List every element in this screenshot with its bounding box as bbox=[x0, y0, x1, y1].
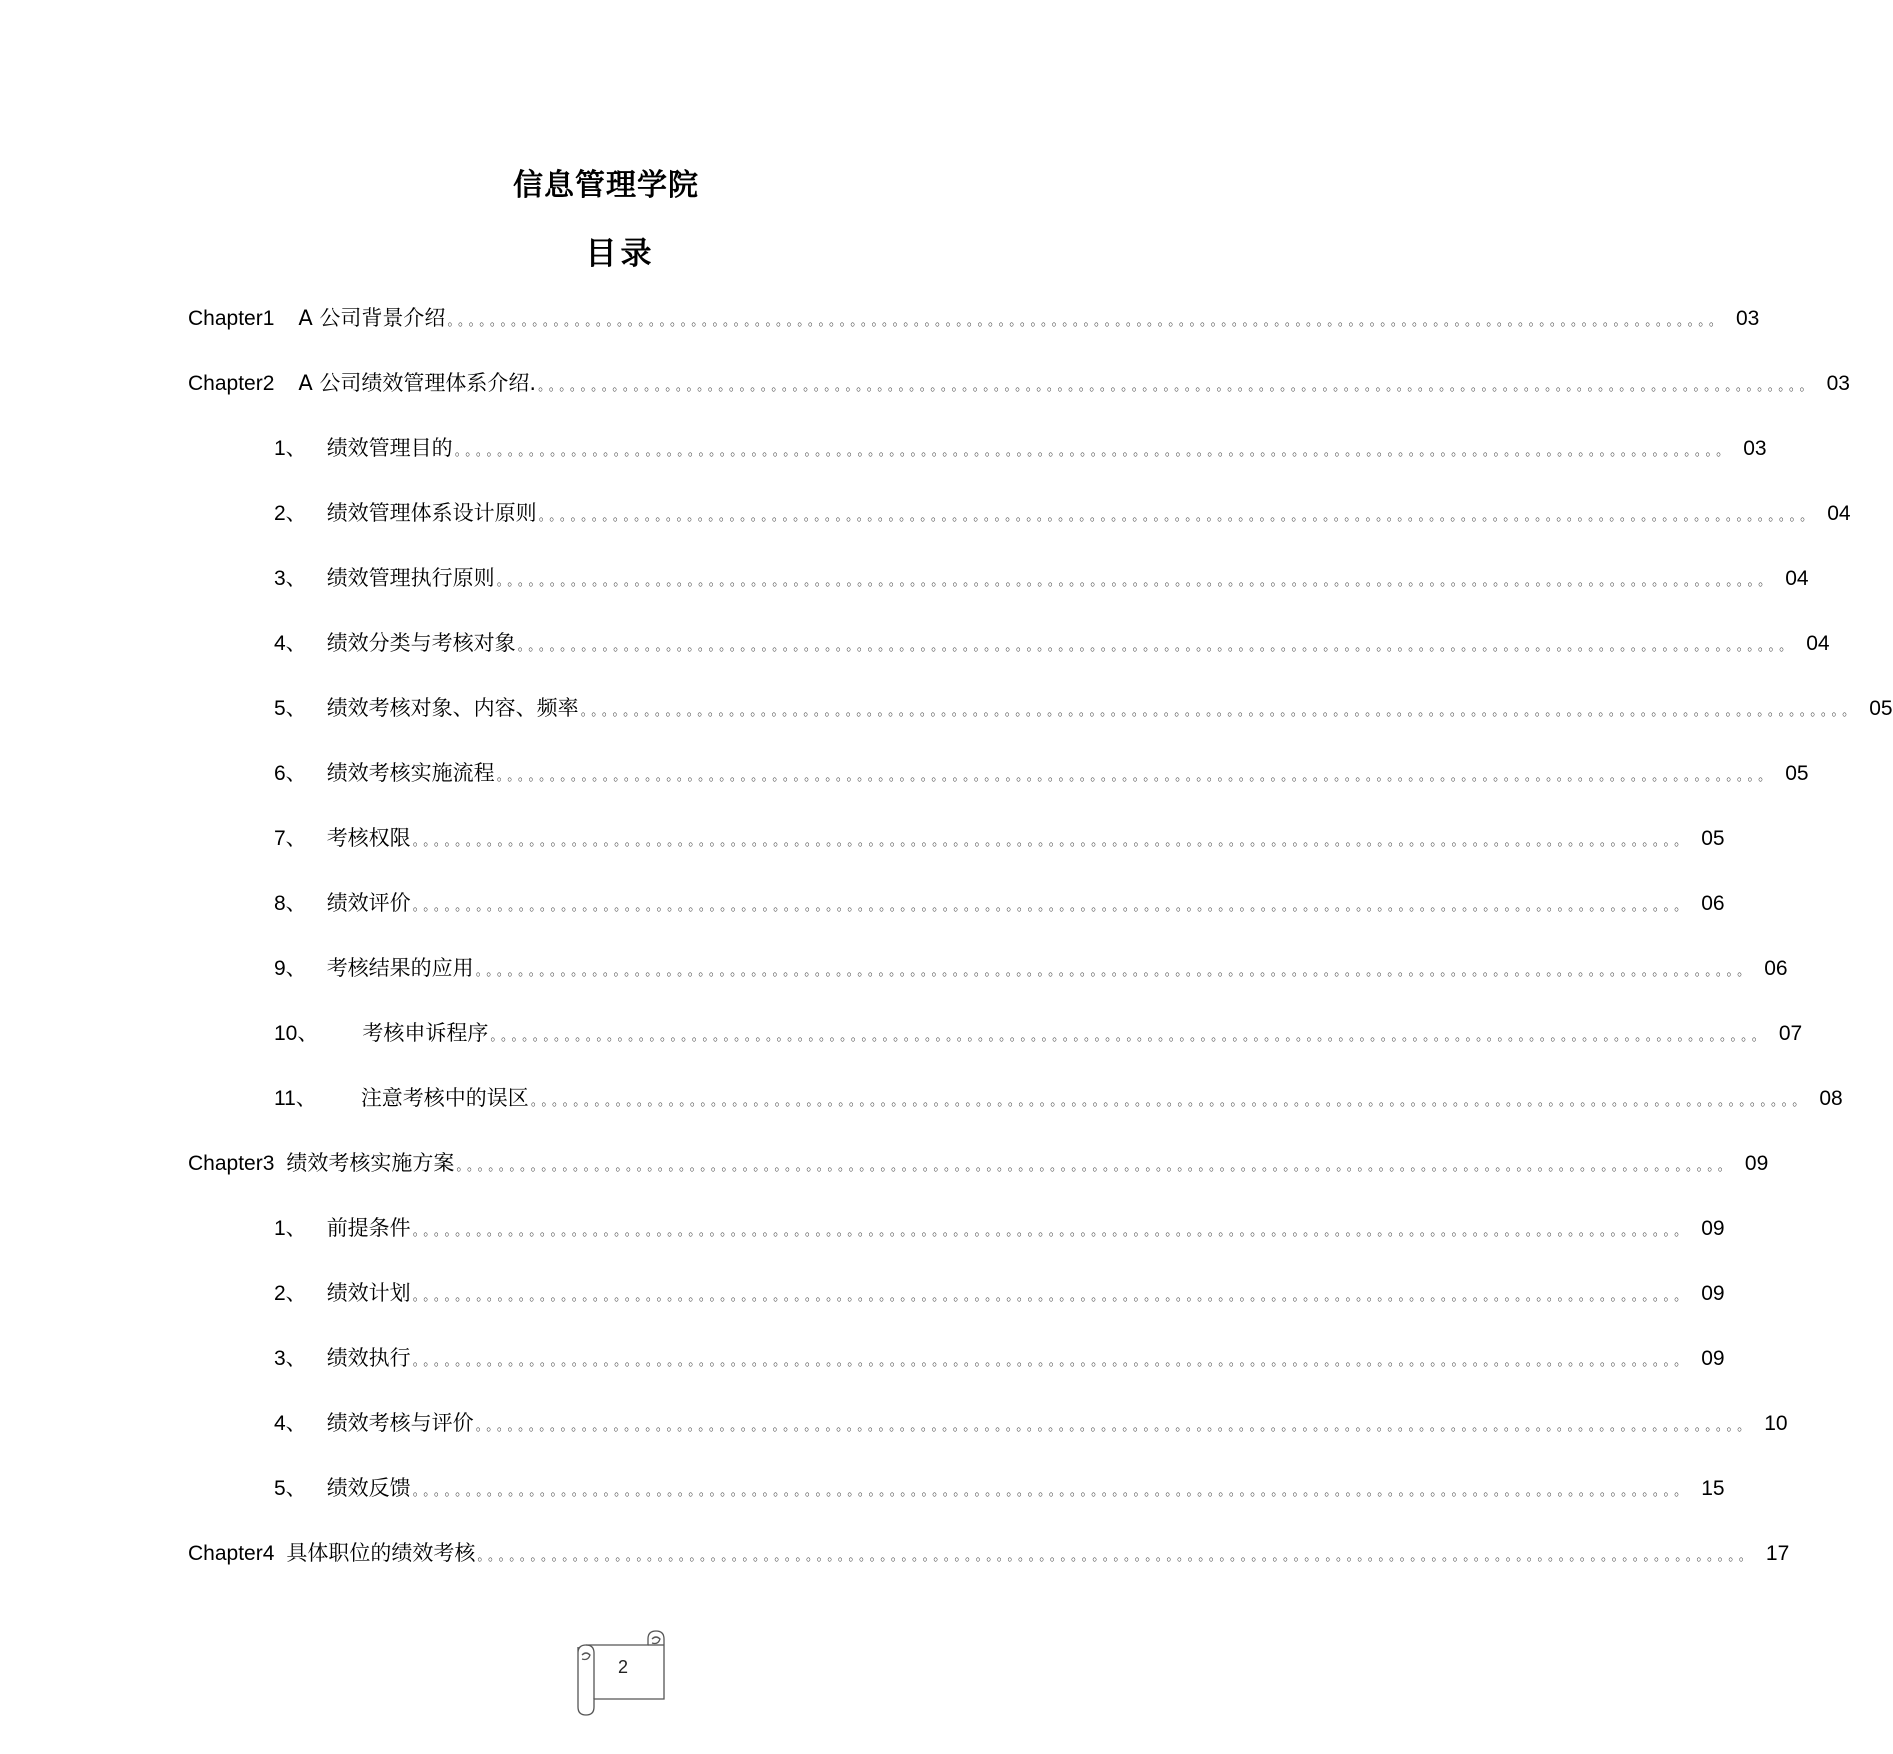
toc-entry-title: 考核权限 bbox=[326, 826, 411, 850]
toc-entry-title: 绩效考核实施方案 bbox=[286, 1151, 455, 1175]
toc-entry[interactable] bbox=[188, 1143, 1769, 1183]
toc-entry-number: 1、 bbox=[274, 437, 307, 460]
toc-entry[interactable] bbox=[274, 818, 1725, 858]
toc-dot-leader: 。。。。。。。。。。。。。。。。。。。。。。。。。。。。。。。。。。。。。。。。。。。。。。。。。。。。。。。。。。。。。。。。。。。。。。。。。。。。。。。。。。。。。。。。。。。。。。。。。。。。。。。。。。。。。。。。。。。。。。。。 bbox=[412, 899, 1692, 914]
toc-entry-title: 前提条件 bbox=[326, 1216, 411, 1240]
toc-dot-leader: 。。。。。。。。。。。。。。。。。。。。。。。。。。。。。。。。。。。。。。。。。。。。。。。。。。。。。。。。。。。。。。。。。。。。。。。。。。。。。。。。。。。。。。。。。。。。。。。。。。。。。。。。。。。。。。。。。。。。。。。。 bbox=[490, 1029, 1769, 1044]
toc-entry-page: 03 bbox=[1826, 372, 1850, 395]
toc-entry-title: A 公司背景介绍 bbox=[298, 306, 446, 330]
toc-entry-number: 11、 bbox=[274, 1087, 317, 1110]
toc-entry[interactable] bbox=[274, 558, 1809, 598]
toc-entry-page: 04 bbox=[1785, 567, 1809, 590]
toc-entry[interactable] bbox=[188, 363, 1850, 403]
toc-entry-page: 09 bbox=[1701, 1217, 1725, 1240]
toc-entry[interactable] bbox=[274, 1273, 1725, 1313]
toc-entry-title: 绩效分类与考核对象 bbox=[326, 631, 516, 655]
toc-entry-page: 17 bbox=[1765, 1542, 1790, 1565]
toc-entry[interactable] bbox=[274, 1013, 1803, 1053]
toc-entry-title: 注意考核中的误区 bbox=[360, 1086, 529, 1110]
toc-entry-number: 3、 bbox=[274, 1347, 307, 1370]
toc-entry-title: 绩效管理体系设计原则 bbox=[326, 501, 537, 525]
toc-entry[interactable] bbox=[274, 1208, 1725, 1248]
toc-dot-leader: 。。。。。。。。。。。。。。。。。。。。。。。。。。。。。。。。。。。。。。。。。。。。。。。。。。。。。。。。。。。。。。。。。。。。。。。。。。。。。。。。。。。。。。。。。。。。。。。。。。。。。。。。。。。。。。。。。。。。。。。。 bbox=[538, 509, 1818, 524]
toc-entry-title: 绩效计划 bbox=[326, 1281, 411, 1305]
toc-dot-leader: 。。。。。。。。。。。。。。。。。。。。。。。。。。。。。。。。。。。。。。。。。。。。。。。。。。。。。。。。。。。。。。。。。。。。。。。。。。。。。。。。。。。。。。。。。。。。。。。。。。。。。。。。。。。。。。。。。。。。。。。。 bbox=[454, 444, 1734, 459]
toc-entry-number: 2、 bbox=[274, 1282, 307, 1305]
toc-entry-title: 绩效考核与评价 bbox=[326, 1411, 474, 1435]
toc-entry-number: Chapter3 bbox=[188, 1152, 275, 1175]
toc-entry[interactable] bbox=[274, 493, 1851, 533]
toc-entry-page: 05 bbox=[1701, 827, 1725, 850]
toc-entry-title: 考核申诉程序 bbox=[362, 1021, 489, 1045]
toc-dot-leader: 。。。。。。。。。。。。。。。。。。。。。。。。。。。。。。。。。。。。。。。。。。。。。。。。。。。。。。。。。。。。。。。。。。。。。。。。。。。。。。。。。。。。。。。。。。。。。。。。。。。。。。。。。。。。。。。。。。。。。。。。 bbox=[496, 574, 1776, 589]
toc-entry-number: 1、 bbox=[274, 1217, 307, 1240]
toc-entry-number: Chapter2 bbox=[188, 372, 275, 395]
toc-entry-number: 9、 bbox=[274, 957, 307, 980]
toc-dot-leader: 。。。。。。。。。。。。。。。。。。。。。。。。。。。。。。。。。。。。。。。。。。。。。。。。。。。。。。。。。。。。。。。。。。。。。。。。。。。。。。。。。。。。。。。。。。。。。。。。。。。。。。。。。。。。。。。。。。。。。。。。 bbox=[475, 964, 1755, 979]
toc-entry-title: 绩效执行 bbox=[326, 1346, 411, 1370]
toc-dot-leader: 。。。。。。。。。。。。。。。。。。。。。。。。。。。。。。。。。。。。。。。。。。。。。。。。。。。。。。。。。。。。。。。。。。。。。。。。。。。。。。。。。。。。。。。。。。。。。。。。。。。。。。。。。。。。。。。。。。。。。。。。 bbox=[538, 379, 1817, 394]
toc-dot-leader: 。。。。。。。。。。。。。。。。。。。。。。。。。。。。。。。。。。。。。。。。。。。。。。。。。。。。。。。。。。。。。。。。。。。。。。。。。。。。。。。。。。。。。。。。。。。。。。。。。。。。。。。。。。。。。。。。。。。。。。。。 bbox=[517, 639, 1797, 654]
toc-entry-number: 6、 bbox=[274, 762, 307, 785]
toc-dot-leader: 。。。。。。。。。。。。。。。。。。。。。。。。。。。。。。。。。。。。。。。。。。。。。。。。。。。。。。。。。。。。。。。。。。。。。。。。。。。。。。。。。。。。。。。。。。。。。。。。。。。。。。。。。。。。。。。。。。。。。。。。 bbox=[456, 1159, 1735, 1174]
toc-entry-number: Chapter4 bbox=[188, 1542, 275, 1565]
toc-entry-page: 06 bbox=[1764, 957, 1788, 980]
toc-entry-title: 绩效管理目的 bbox=[326, 436, 453, 460]
toc-entry-title: 绩效考核实施流程 bbox=[326, 761, 495, 785]
toc-entry-number: 7、 bbox=[274, 827, 307, 850]
page-number: 2 bbox=[617, 1657, 628, 1677]
toc-dot-leader: 。。。。。。。。。。。。。。。。。。。。。。。。。。。。。。。。。。。。。。。。。。。。。。。。。。。。。。。。。。。。。。。。。。。。。。。。。。。。。。。。。。。。。。。。。。。。。。。。。。。。。。。。。。。。。。。。。。。。。。。。 bbox=[412, 834, 1692, 849]
toc-entry[interactable] bbox=[274, 1338, 1725, 1378]
toc-entry-page: 09 bbox=[1701, 1347, 1725, 1370]
toc-entry-page: 04 bbox=[1827, 502, 1851, 525]
toc-entry-page: 04 bbox=[1806, 632, 1830, 655]
toc-dot-leader: 。。。。。。。。。。。。。。。。。。。。。。。。。。。。。。。。。。。。。。。。。。。。。。。。。。。。。。。。。。。。。。。。。。。。。。。。。。。。。。。。。。。。。。。。。。。。。。。。。。。。。。。。。。。。。。。。。。。。。。。。 bbox=[447, 314, 1726, 329]
toc-entry-title: 绩效考核对象、内容、频率 bbox=[326, 696, 579, 720]
toc-entry-number: Chapter1 bbox=[188, 307, 275, 330]
toc-entry-page: 07 bbox=[1778, 1022, 1803, 1045]
toc-dot-leader: 。。。。。。。。。。。。。。。。。。。。。。。。。。。。。。。。。。。。。。。。。。。。。。。。。。。。。。。。。。。。。。。。。。。。。。。。。。。。。。。。。。。。。。。。。。。。。。。。。。。。。。。。。。。。。。。。。。。。。。。。 bbox=[475, 1419, 1755, 1434]
toc-dot-leader: 。。。。。。。。。。。。。。。。。。。。。。。。。。。。。。。。。。。。。。。。。。。。。。。。。。。。。。。。。。。。。。。。。。。。。。。。。。。。。。。。。。。。。。。。。。。。。。。。。。。。。。。。。。。。。。。。。。。。。。。。 bbox=[412, 1354, 1692, 1369]
toc-entry-title: 考核结果的应用 bbox=[326, 956, 474, 980]
toc-dot-leader: 。。。。。。。。。。。。。。。。。。。。。。。。。。。。。。。。。。。。。。。。。。。。。。。。。。。。。。。。。。。。。。。。。。。。。。。。。。。。。。。。。。。。。。。。。。。。。。。。。。。。。。。。。。。。。。。。。。。。。。。。 bbox=[412, 1484, 1692, 1499]
toc-entry-number: 10、 bbox=[274, 1022, 319, 1045]
toc-entry-number: 5、 bbox=[274, 697, 307, 720]
toc-entry-title: 具体职位的绩效考核 bbox=[286, 1541, 476, 1565]
toc-entry-number: 8、 bbox=[274, 892, 307, 915]
toc-entry-number: 2、 bbox=[274, 502, 307, 525]
toc-entry[interactable] bbox=[188, 298, 1760, 338]
toc-heading: 目录 bbox=[585, 236, 656, 272]
toc-entry-page: 10 bbox=[1764, 1412, 1788, 1435]
toc-entry-title: 绩效评价 bbox=[326, 891, 411, 915]
toc-entry-page: 06 bbox=[1701, 892, 1725, 915]
toc-dot-leader: 。。。。。。。。。。。。。。。。。。。。。。。。。。。。。。。。。。。。。。。。。。。。。。。。。。。。。。。。。。。。。。。。。。。。。。。。。。。。。。。。。。。。。。。。。。。。。。。。。。。。。。。。。。。。。。。。。。。。。。。。 bbox=[496, 769, 1776, 784]
toc-entry[interactable] bbox=[274, 753, 1809, 793]
toc-entry-page: 08 bbox=[1819, 1087, 1843, 1110]
toc-dot-leader: 。。。。。。。。。。。。。。。。。。。。。。。。。。。。。。。。。。。。。。。。。。。。。。。。。。。。。。。。。。。。。。。。。。。。。。。。。。。。。。。。。。。。。。。。。。。。。。。。。。。。。。。。。。。。。。。。。。。。。。。。 bbox=[412, 1224, 1692, 1239]
toc-entry-page: 03 bbox=[1735, 307, 1760, 330]
toc-entry-page: 09 bbox=[1701, 1282, 1725, 1305]
toc-entry-title: 绩效管理执行原则 bbox=[326, 566, 495, 590]
toc-entry[interactable] bbox=[274, 1403, 1788, 1443]
toc-entry-number: 3、 bbox=[274, 567, 307, 590]
toc-entry[interactable] bbox=[274, 688, 1893, 728]
toc-entry-number: 4、 bbox=[274, 1412, 307, 1435]
toc-entry[interactable] bbox=[274, 623, 1830, 663]
toc-dot-leader: 。。。。。。。。。。。。。。。。。。。。。。。。。。。。。。。。。。。。。。。。。。。。。。。。。。。。。。。。。。。。。。。。。。。。。。。。。。。。。。。。。。。。。。。。。。。。。。。。。。。。。。。。。。。。。。。。。。。。。。。。 bbox=[477, 1549, 1756, 1564]
toc-entry-page: 09 bbox=[1744, 1152, 1769, 1175]
toc-entry[interactable] bbox=[274, 428, 1767, 468]
toc-entry-title: A 公司绩效管理体系介绍. bbox=[298, 371, 537, 395]
toc-entry-page: 05 bbox=[1869, 697, 1893, 720]
toc-entry[interactable] bbox=[274, 883, 1725, 923]
toc-entry-title: 绩效反馈 bbox=[326, 1476, 411, 1500]
toc-dot-leader: 。。。。。。。。。。。。。。。。。。。。。。。。。。。。。。。。。。。。。。。。。。。。。。。。。。。。。。。。。。。。。。。。。。。。。。。。。。。。。。。。。。。。。。。。。。。。。。。。。。。。。。。。。。。。。。。。。。。。。。。。 bbox=[580, 704, 1860, 719]
toc-entry-number: 5、 bbox=[274, 1477, 307, 1500]
toc-entry-page: 15 bbox=[1701, 1477, 1725, 1500]
school-title: 信息管理学院 bbox=[513, 168, 699, 203]
toc-entry-page: 03 bbox=[1743, 437, 1767, 460]
toc-entry[interactable] bbox=[274, 1468, 1725, 1508]
toc-entry[interactable] bbox=[274, 948, 1788, 988]
toc-dot-leader: 。。。。。。。。。。。。。。。。。。。。。。。。。。。。。。。。。。。。。。。。。。。。。。。。。。。。。。。。。。。。。。。。。。。。。。。。。。。。。。。。。。。。。。。。。。。。。。。。。。。。。。。。。。。。。。。。。。。。。。。。 bbox=[530, 1094, 1810, 1109]
toc-entry-number: 4、 bbox=[274, 632, 307, 655]
toc-entry[interactable] bbox=[188, 1533, 1790, 1573]
toc-entry-page: 05 bbox=[1785, 762, 1809, 785]
toc-dot-leader: 。。。。。。。。。。。。。。。。。。。。。。。。。。。。。。。。。。。。。。。。。。。。。。。。。。。。。。。。。。。。。。。。。。。。。。。。。。。。。。。。。。。。。。。。。。。。。。。。。。。。。。。。。。。。。。。。。。。。。。。。 bbox=[412, 1289, 1692, 1304]
toc-entry[interactable] bbox=[274, 1078, 1843, 1118]
